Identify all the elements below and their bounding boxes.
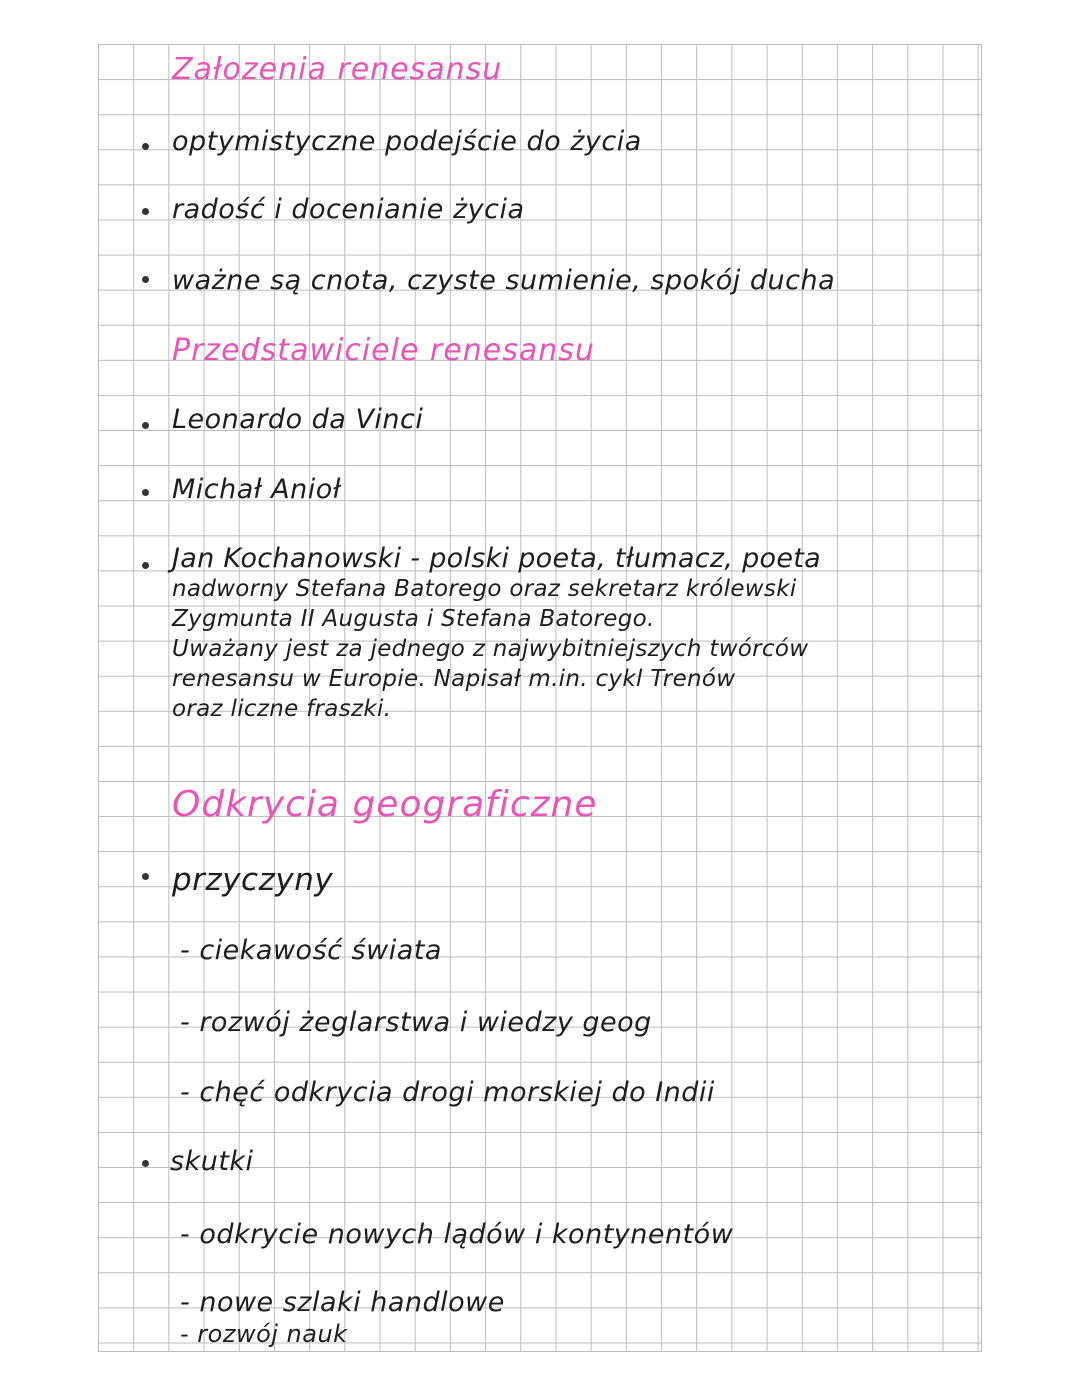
paragraph-line: Jan Kochanowski - polski poeta, tłumacz, poeta	[172, 543, 821, 574]
effect-item: - nowe szlaki handlowe	[180, 1287, 505, 1318]
paragraph-line: nadworny Stefana Batorego oraz sekretarz królewski	[172, 576, 797, 602]
list-item: Leonardo da Vinci	[172, 404, 424, 435]
cause-item: - rozwój żeglarstwa i wiedzy geog	[180, 1007, 652, 1038]
bullet-dot	[142, 1160, 149, 1167]
bullet-dot	[142, 143, 149, 150]
paragraph-line: renesansu w Europie. Napisał m.in. cykl Trenów	[172, 666, 736, 692]
bullet-dot	[142, 489, 149, 496]
heading-zalozenia-renesansu: Załozenia renesansu	[172, 52, 503, 87]
list-item: Michał Anioł	[172, 474, 341, 505]
cause-item: - chęć odkrycia drogi morskiej do Indii	[180, 1077, 715, 1108]
paragraph-line: Uważany jest za jednego z najwybitniejszych twórców	[172, 636, 809, 662]
heading-odkrycia-geograficzne: Odkrycia geograficzne	[172, 784, 598, 825]
effect-item: - odkrycie nowych lądów i kontynentów	[180, 1219, 734, 1250]
list-item: optymistyczne podejście do życia	[172, 126, 642, 157]
bullet-dot	[142, 276, 149, 283]
list-item: radość i docenianie życia	[172, 194, 525, 225]
paragraph-line: oraz liczne fraszki.	[172, 696, 392, 722]
bullet-dot	[142, 562, 149, 569]
bullet-dot	[142, 208, 149, 215]
cause-item: - ciekawość świata	[180, 935, 442, 966]
heading-przedstawiciele-renesansu: Przedstawiciele renesansu	[172, 333, 595, 368]
causes-label: przyczyny	[172, 862, 334, 898]
kochanowski-paragraph	[172, 544, 942, 724]
effects-label: skutki	[170, 1146, 254, 1177]
bullet-dot	[142, 422, 149, 429]
bullet-dot	[142, 873, 149, 880]
effect-item: - rozwój nauk	[180, 1320, 348, 1348]
paragraph-line: Zygmunta II Augusta i Stefana Batorego.	[172, 606, 655, 632]
list-item: ważne są cnota, czyste sumienie, spokój ducha	[172, 265, 836, 296]
